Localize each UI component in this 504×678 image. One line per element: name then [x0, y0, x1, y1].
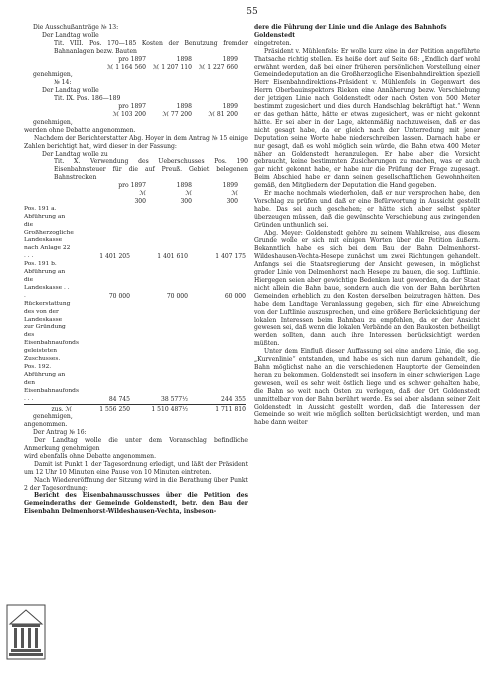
year-cell: pro 1897 — [118, 182, 146, 190]
paragraph: Der Landtag wolle die unter dem Voranschlag befindliche Anmerkung genehmigen — [24, 437, 248, 453]
sum-cell: 1 711 810 — [188, 404, 246, 414]
year-cell: 1898 — [176, 103, 192, 111]
value-row — [24, 111, 248, 119]
agenda-heading: Bericht des Eisenbahnausschusses über die Petition des Gemeinderaths der Gemeinde Goldenstedt, betr. den Bau der Eisenbahn Delmenhorst-Wildeshausen-Vechta, insbeson- — [24, 492, 248, 516]
text-line: Der Landtag wolle — [42, 31, 99, 39]
text-line: eingetreten. — [254, 39, 292, 47]
table-cell: 38 577½ — [160, 395, 188, 403]
value-cell: ℳ 77 200 — [162, 110, 192, 118]
value-cell: ℳ 1 207 110 — [152, 63, 192, 71]
table-cell: 84 745 — [108, 395, 130, 403]
table-row-label: Rückerstattung des von der Landeskasse zur Gründung des Eisenbahnaufonds geleisteten Zuschusses. — [24, 300, 79, 363]
table-cell: 70 000 — [166, 292, 188, 300]
paragraph: Unter dem Einfluß dieser Auffassung sei eine andere Linie, die sog. „Kurvenlinie“ entstanden, und habe es sich nun darum gehandelt, die Bahn möglichst nahe an die verschiedenen Hauptorte der Gemeinden heran zu bekommen. Goldenstedt sei insofern in einer schwierigen Lage gewesen, weil es sehr weit östlich liege und es schwer gehalten habe, die Bahn so weit nach Osten zu verlegen, daß der Ort Goldenstedt unmittelbar von der Bahn berührt werde. Es sei aber alsdann seiner Zeit Goldenstedt in Aussicht gestellt worden, daß die Interessen der Gemeinde so weit wie möglich sollten berücksichtigt werden, und man habe dann weiter — [254, 348, 480, 427]
paragraph: Nach Wiedereröffnung der Sitzung wird in die Berathung über Punkt 2 der Tagesordnung: — [24, 476, 248, 492]
value-cell: ℳ 103 200 — [112, 110, 146, 118]
text-line: angenommen. — [24, 421, 68, 429]
table-cell: 70 000 — [108, 292, 130, 300]
page-number: 55 — [246, 7, 258, 17]
value-row — [24, 198, 248, 206]
paragraph: Präsident v. Mühlenfels: Er wolle kurz eine in der Petition angeführte Thatsache richtig stellen. Es heiße dort auf Seite 68: „Endlich darf wohl erwähnt werden, daß bei einer früheren persönlichen Vorstellung einer Gemeindedeputation an die Großherzogliche Eisenbahndirektion speziell Herr Eisenbahndirektions-Präsident v. Mühlenfels in Gegenwart des Herrn Oberbauinspektors Rieken eine Annäherung bezw. Verschiebung der jetzigen Linie nach Goldenstedt oder nach Osten von 500 Meter bestimmt zugesichert und dies durch Handschlag bekräftigt hat.“ Wenn er das gethan hätte, hätte er etwas zugesichert, was er nicht gekonnt hätte. Er sei aber in der Lage, aktenmäßig nachzuweisen, daß er das nicht gesagt habe, da er gleich nach der Unterredung mit jener Deputation seine Worte habe niederschreiben lassen. Darnach habe er nur gesagt, daß es wohl möglich sein würde, die Bahn etwa 400 Meter näher an Goldenstedt heranzulegen. Er habe aber die Vorsicht gebraucht, keine bestimmten Zusicherungen zu machen, was er auch gar nicht gekonnt habe, er habe nur die Prüfung der Frage zugesagt. Beim Abschied habe er dann seinen gesellschaftlichen Gewohnheiten gemäß, den Mitgliedern der Deputation die Hand gegeben. — [254, 47, 480, 190]
motion-heading: Die Ausschußanträge № 13: — [33, 24, 119, 31]
table-row-label: Pos. 191 b. Abführung an die Landeskasse . . . — [24, 261, 70, 299]
right-column — [254, 24, 480, 427]
library-emblem-icon — [6, 604, 46, 660]
value-row — [24, 64, 248, 72]
text-line: genehmigen, — [33, 413, 73, 421]
title-item: Tit. VIII. Pos. 170—185 Kosten der Benutzung fremder Bahnanlagen bezw. Bauten — [54, 39, 248, 55]
paragraph: Er mache nochmals wiederholen, daß er nur versprochen habe, den Vorschlag zu prüfen und daß er eine Befürwortung in Aussicht gestellt habe. Das sei auch geschehen; er hätte sich aber selbst später überzeugen müssen, daß die gewünschte Verschiebung aus zwingenden Gründen unthunlich sei. — [254, 190, 480, 229]
paragraph: Damit ist Punkt 1 der Tagesordnung erledigt, und läßt der Präsident um 12 Uhr 10 Minuten eine Pause von 10 Minuten eintreten. — [24, 460, 248, 476]
year-cell: 1899 — [222, 103, 238, 111]
sum-cell: 1 510 487½ — [130, 404, 188, 414]
unit-cell: ℳ — [231, 190, 238, 198]
value-cell: ℳ 1 227 660 — [198, 63, 238, 71]
title-item: Tit. IX. Pos. 186—189 — [54, 95, 121, 103]
year-cell: 1899 — [222, 55, 238, 63]
table-cell: 1 401 610 — [157, 253, 188, 261]
text-line: Der Landtag wolle — [42, 87, 99, 95]
table-cell: 1 401 205 — [99, 253, 130, 261]
motion-number: № 14: — [54, 79, 72, 87]
year-cell: 1898 — [176, 182, 192, 190]
agenda-heading: dere die Führung der Linie und die Anlage des Bahnhofs Goldenstedt — [254, 24, 447, 39]
unit-row — [24, 190, 248, 198]
text-line: werden ohne Debatte angenommen. — [24, 126, 136, 134]
left-column — [24, 24, 248, 516]
year-row — [24, 103, 248, 111]
paragraph: Abg. Meyer: Goldenstedt gehöre zu seinem Wahlkreise, aus diesem Grunde wolle er sich mit einigen Worten über die Petition äußern. Bekanntlich habe es sich bei dem Bau der Bahn Delmenhorst-Wildeshausen-Vechta-Hesepe zunächst um zwei Richtungen gehandelt. Anfangs sei die Staatsregierung der Ansicht gewesen, in möglichst grader Linie von Delmenhorst nach Hesepe zu bauen, die sog. Luftlinie. Hiergegen seien aber gewichtige Bedenken laut geworden, da der Staat nicht allein die Bahn baue, sondern auch die von der Bahn berührten Gemeinden erheblich zu den Kosten derselben beizutragen hätten. Des habe dem Landtage Veranlassung gegeben, sich für eine Abweichung von der Luftlinie auszusprechen, und eine größere Berücksichtigung der lokalen Interessen beim Bahnbau zu empfehlen, da er der Ansicht gewesen sei, daß wenn die lokalen Verbände an den Baukosten betheiligt werden sollten, dann auch ihre Interessen berücksichtigt werden müßten. — [254, 229, 480, 348]
year-cell: 1899 — [222, 182, 238, 190]
value-cell: 300 — [226, 197, 238, 205]
table-row-label: Pos. 191 a. Abführung an die Großherzogliche Landeskasse nach Anlage 22 . . . — [24, 205, 74, 260]
text-line: Der Landtag wolle zu — [42, 150, 108, 158]
table-cell: 1 407 175 — [215, 253, 246, 261]
year-cell: 1898 — [176, 55, 192, 63]
value-cell: ℳ 1 164 560 — [106, 63, 146, 71]
table-row-label: Pos. 192. Abführung an den Eisenbahnaufonds . . . — [24, 363, 79, 402]
text-line: genehmigen, — [33, 71, 73, 79]
unit-cell: ℳ — [185, 190, 192, 198]
year-row — [24, 56, 248, 64]
table-cell: 60 000 — [224, 292, 246, 300]
title-item: Tit. X. Verwendung des Ueberschusses Pos. 190 Eisenbahnsteuer für die auf Preuß. Gebiet belegenen Bahnstrecken — [54, 158, 248, 182]
value-cell: 300 — [180, 197, 192, 205]
value-cell: 300 — [134, 197, 146, 205]
motion-heading: Der Antrag № 16: — [33, 429, 87, 437]
value-cell: ℳ 81 200 — [208, 110, 238, 118]
text-line: genehmigen, — [33, 118, 73, 126]
text-line: wird ebenfalls ohne Debatte angenommen. — [24, 452, 156, 460]
paragraph: Nachdem der Berichterstatter Abg. Hoyer in dem Antrag № 15 einige Zahlen berichtigt hat, wird dieser in der Fassung: — [24, 134, 248, 150]
table-cell: 244 355 — [220, 395, 246, 403]
sum-label: zus. ℳ — [24, 404, 72, 414]
budget-table — [24, 206, 248, 414]
year-cell: pro 1897 — [118, 55, 146, 63]
year-row — [24, 182, 248, 190]
sum-cell: 1 556 250 — [72, 404, 130, 414]
unit-cell: ℳ — [139, 190, 146, 198]
year-cell: pro 1897 — [118, 103, 146, 111]
